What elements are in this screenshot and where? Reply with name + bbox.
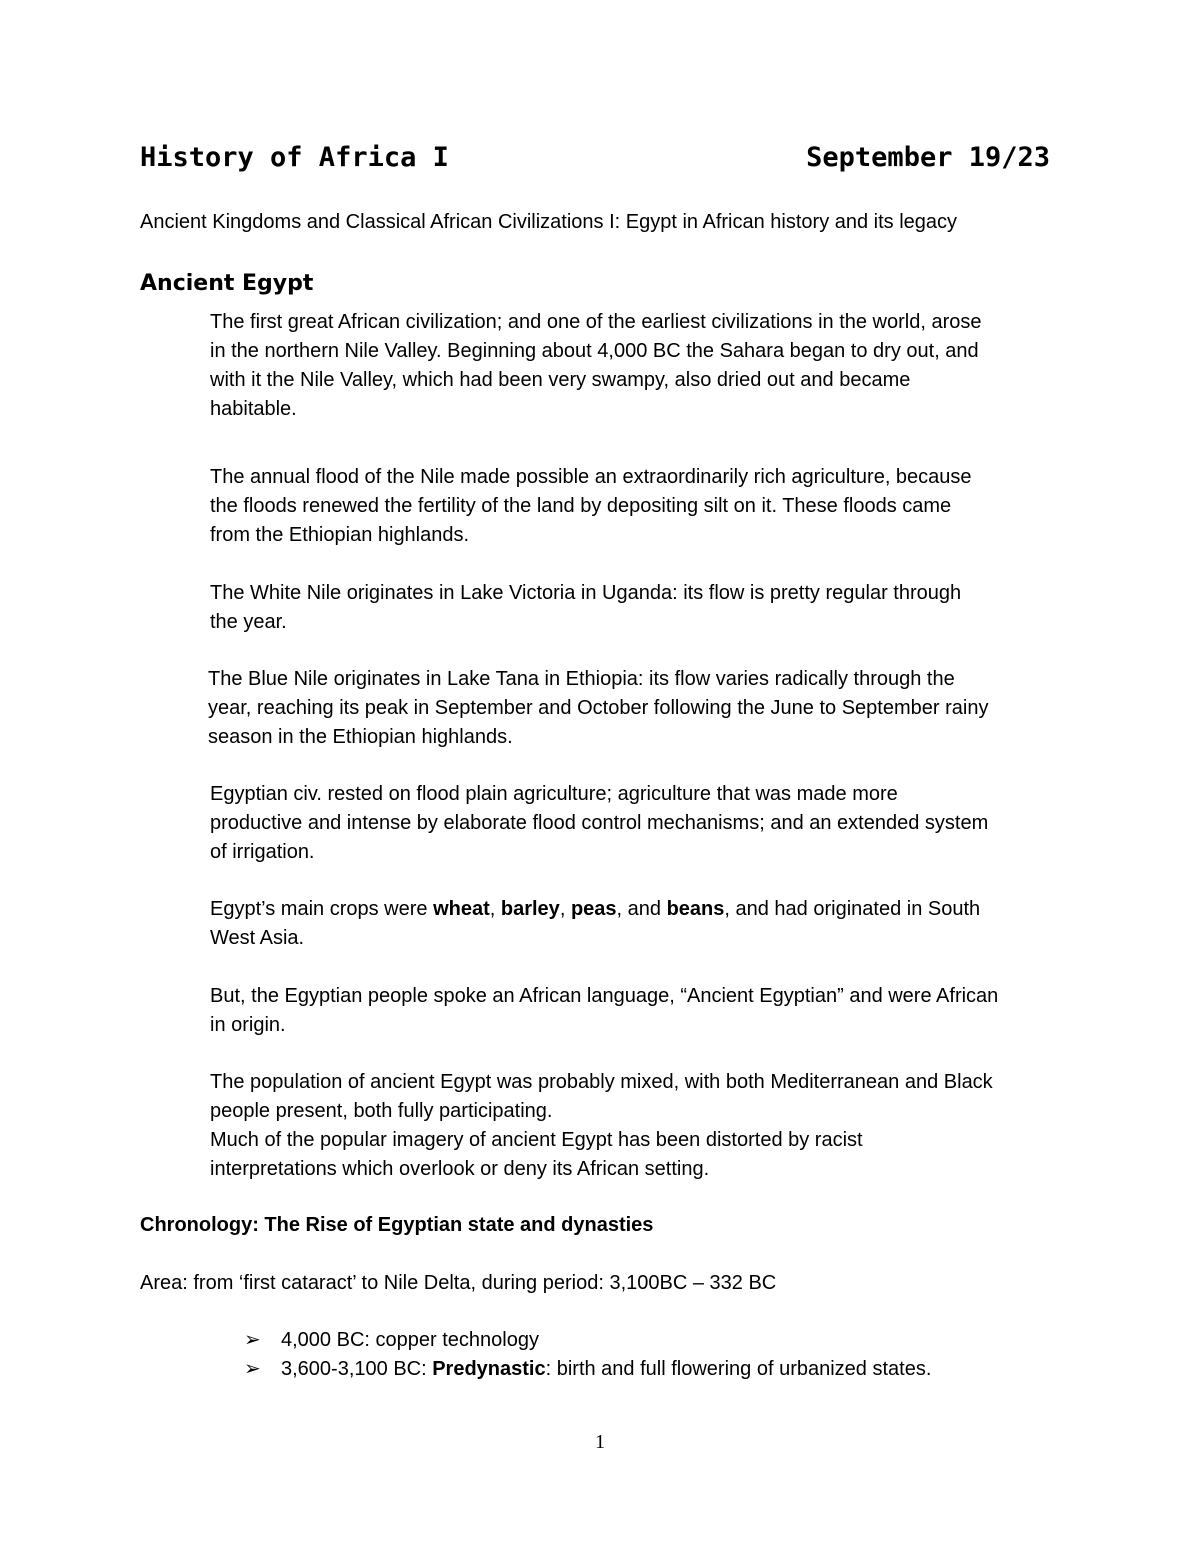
- paragraph-line: in origin.: [210, 1014, 286, 1036]
- paragraph-agriculture: [210, 780, 1070, 867]
- page-header: [140, 138, 1050, 178]
- crop-peas: peas: [570, 898, 617, 920]
- crop-wheat: wheat: [433, 898, 490, 920]
- paragraph-line: year, reaching its peak in September and October following the June to September rainy: [208, 697, 989, 719]
- list-item: [244, 1355, 931, 1384]
- list-item-text: 4,000 BC: copper technology: [281, 1329, 539, 1351]
- paragraph-line: But, the Egyptian people spoke an African language, “Ancient Egyptian” and were African: [210, 985, 999, 1007]
- crop-beans: beans: [666, 898, 725, 920]
- list-item-prefix: 3,600-3,100 BC:: [281, 1358, 433, 1380]
- paragraph-origins: [210, 308, 1070, 424]
- paragraph-line: [210, 895, 1070, 924]
- chronology-list: [244, 1326, 931, 1384]
- paragraph-population: [210, 1068, 1070, 1184]
- paragraph-main-crops: [210, 895, 1070, 953]
- crops-suffix: , and had originated in South: [724, 898, 981, 920]
- paragraph-line: the year.: [210, 611, 287, 633]
- paragraph-language: [210, 982, 1070, 1040]
- arrowhead-bullet-icon: ➢: [244, 1329, 261, 1351]
- crop-barley: barley: [500, 898, 560, 920]
- paragraph-line: Egyptian civ. rested on flood plain agriculture; agriculture that was made more: [210, 783, 898, 805]
- arrowhead-bullet-icon: ➢: [244, 1358, 261, 1380]
- paragraph-line: The annual flood of the Nile made possible an extraordinarily rich agriculture, because: [210, 466, 972, 488]
- paragraph-line: of irrigation.: [210, 841, 315, 863]
- chronology-heading: Chronology: The Rise of Egyptian state and dynasties: [140, 1214, 654, 1236]
- list-item-suffix: : birth and full flowering of urbanized states.: [545, 1358, 932, 1380]
- paragraph-white-nile: [210, 579, 1070, 637]
- lecture-date: September 19/23: [806, 142, 1050, 173]
- paragraph-line: The population of ancient Egypt was probably mixed, with both Mediterranean and Black: [210, 1071, 993, 1093]
- paragraph-line: with it the Nile Valley, which had been very swampy, also dried out and became: [210, 369, 911, 391]
- crops-separator: , and: [616, 898, 667, 920]
- paragraph-blue-nile: [208, 665, 1068, 752]
- paragraph-line: The White Nile originates in Lake Victoria in Uganda: its flow is pretty regular through: [210, 582, 962, 604]
- chronology-area: Area: from ‘first cataract’ to Nile Delta, during period: 3,100BC – 332 BC: [140, 1272, 777, 1294]
- paragraph-line: in the northern Nile Valley. Beginning about 4,000 BC the Sahara began to dry out, and: [210, 340, 979, 362]
- crops-separator: ,: [559, 898, 571, 920]
- crops-separator: ,: [489, 898, 501, 920]
- paragraph-line: habitable.: [210, 398, 297, 420]
- course-title: History of Africa I: [140, 142, 449, 173]
- paragraph-line: productive and intense by elaborate flood control mechanisms; and an extended system: [210, 812, 989, 834]
- paragraph-line: the floods renewed the fertility of the land by depositing silt on it. These floods came: [210, 495, 952, 517]
- paragraph-line: season in the Ethiopian highlands.: [208, 726, 513, 748]
- lecture-subtitle: Ancient Kingdoms and Classical African Civilizations I: Egypt in African history and its legacy: [140, 211, 958, 233]
- paragraph-line: people present, both fully participating.: [210, 1100, 553, 1122]
- paragraph-line: Much of the popular imagery of ancient Egypt has been distorted by racist: [210, 1129, 863, 1151]
- list-item-bold: Predynastic: [432, 1358, 546, 1380]
- section-heading: Ancient Egypt: [140, 271, 314, 296]
- paragraph-line: interpretations which overlook or deny its African setting.: [210, 1158, 710, 1180]
- crops-prefix: Egypt’s main crops were: [210, 898, 434, 920]
- page-number: 1: [595, 1431, 605, 1453]
- paragraph-line: West Asia.: [210, 927, 305, 949]
- list-item: [244, 1326, 931, 1355]
- paragraph-line: from the Ethiopian highlands.: [210, 524, 470, 546]
- paragraph-annual-flood: [210, 463, 1070, 550]
- paragraph-line: The first great African civilization; and one of the earliest civilizations in the world, arose: [210, 311, 982, 333]
- paragraph-line: The Blue Nile originates in Lake Tana in Ethiopia: its flow varies radically through the: [208, 668, 955, 690]
